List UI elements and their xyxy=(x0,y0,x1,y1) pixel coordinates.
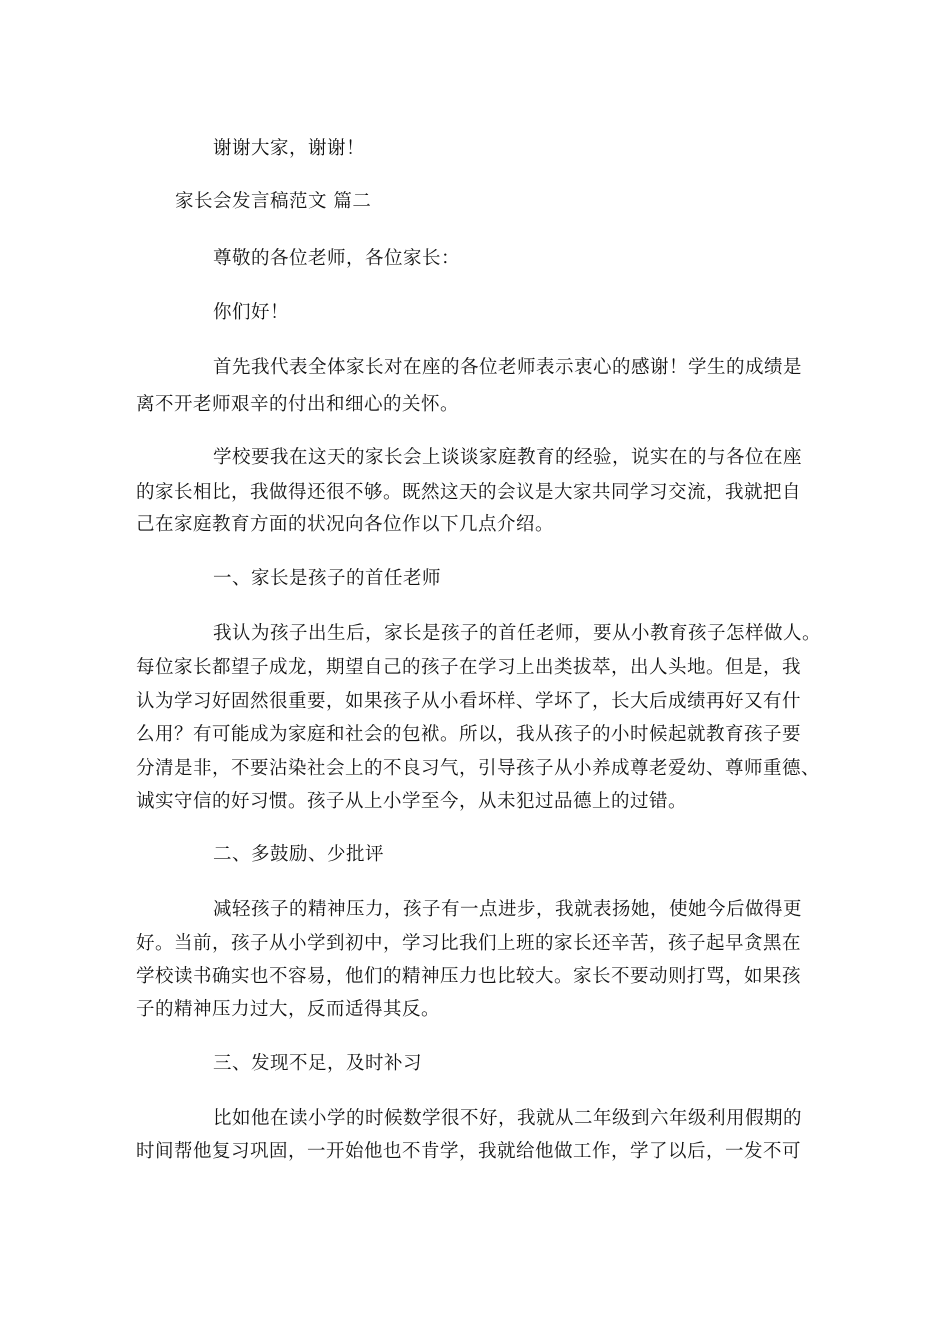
paragraph-5-line-1: 比如他在读小学的时候数学很不好，我就从二年级到六年级利用假期的 xyxy=(213,1108,803,1129)
paragraph-4-line-4: 子的精神压力过大，反而适得其反。 xyxy=(136,999,441,1020)
paragraph-1-line-1: 首先我代表全体家长对在座的各位老师表示衷心的感谢！学生的成绩是 xyxy=(213,357,803,378)
paragraph-1-line-2: 离不开老师艰辛的付出和细心的关怀。 xyxy=(136,394,460,415)
paragraph-3-line-5: 分清是非，不要沾染社会上的不良习气，引导孩子从小养成尊老爱幼、尊师重德、 xyxy=(136,758,821,779)
paragraph-2-line-3: 己在家庭教育方面的状况向各位作以下几点介绍。 xyxy=(136,514,555,535)
paragraph-3-line-1: 我认为孩子出生后，家长是孩子的首任老师，要从小教育孩子怎样做人。 xyxy=(213,623,822,644)
paragraph-3-line-4: 么用？有可能成为家庭和社会的包袱。所以，我从孩子的小时候起就教育孩子要 xyxy=(136,724,802,745)
paragraph-4-line-2: 好。当前，孩子从小学到初中，学习比我们上班的家长还辛苦，孩子起早贪黑在 xyxy=(136,933,802,954)
closing-line: 谢谢大家，谢谢！ xyxy=(213,138,366,159)
section-title: 家长会发言稿范文 篇二 xyxy=(175,191,372,212)
subheading-2: 二、多鼓励、少批评 xyxy=(213,844,385,865)
paragraph-2-line-1: 学校要我在这天的家长会上谈谈家庭教育的经验，说实在的与各位在座 xyxy=(213,447,803,468)
salutation-line: 尊敬的各位老师，各位家长： xyxy=(213,248,461,269)
paragraph-4-line-3: 学校读书确实也不容易，他们的精神压力也比较大。家长不要动则打骂，如果孩 xyxy=(136,966,802,987)
subheading-1: 一、家长是孩子的首任老师 xyxy=(213,568,442,589)
subheading-3: 三、发现不足，及时补习 xyxy=(213,1053,423,1074)
paragraph-3-line-6: 诚实守信的好习惯。孩子从上小学至今，从未犯过品德上的过错。 xyxy=(136,791,688,812)
paragraph-3-line-3: 认为学习好固然很重要，如果孩子从小看坏样、学坏了，长大后成绩再好又有什 xyxy=(136,691,802,712)
paragraph-5-line-2: 时间帮他复习巩固，一开始他也不肯学，我就给他做工作，学了以后，一发不可 xyxy=(136,1141,802,1162)
paragraph-4-line-1: 减轻孩子的精神压力，孩子有一点进步，我就表扬她，使她今后做得更 xyxy=(213,899,803,920)
paragraph-2-line-2: 的家长相比，我做得还很不够。既然这天的会议是大家共同学习交流，我就把自 xyxy=(136,482,802,503)
greeting-line: 你们好！ xyxy=(213,302,290,323)
paragraph-3-line-2: 每位家长都望子成龙，期望自己的孩子在学习上出类拔萃，出人头地。但是，我 xyxy=(136,657,802,678)
